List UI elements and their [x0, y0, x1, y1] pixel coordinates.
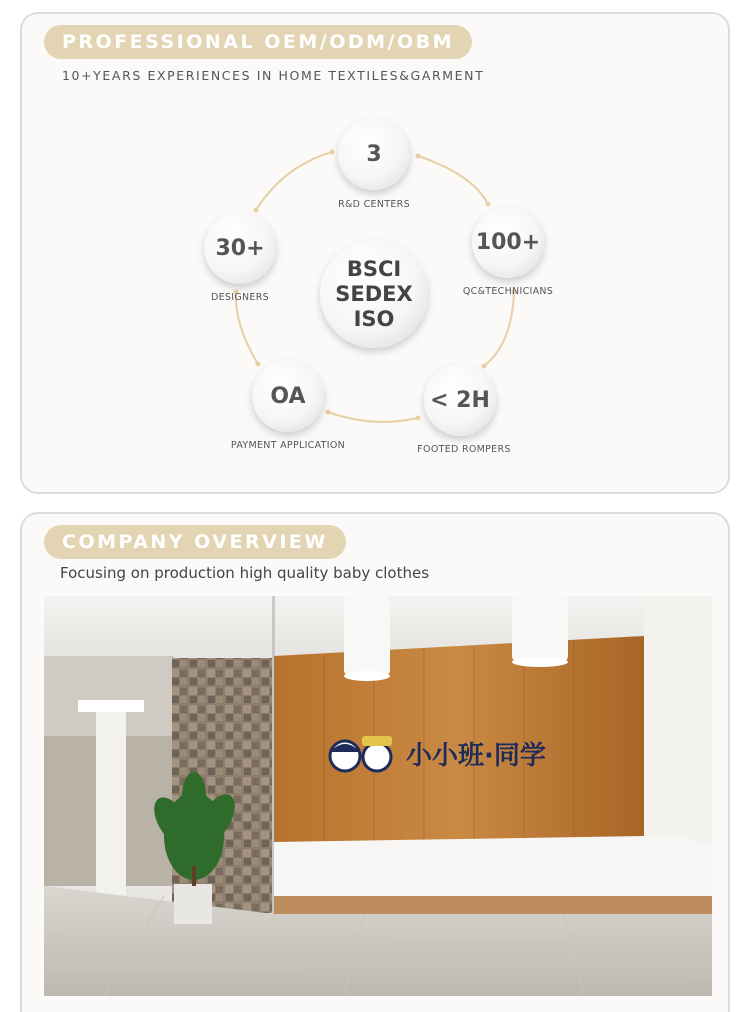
section-title-oem: PROFESSIONAL OEM/ODM/OBM [44, 25, 472, 59]
reception-sign-text: 小小班·同学 [406, 741, 546, 771]
stat-ball-qc [472, 206, 544, 278]
reception-illustration [44, 596, 712, 996]
stat-value-qc: 100+ [475, 229, 541, 255]
stat-ball-footed [424, 364, 496, 436]
section-title-overview: COMPANY OVERVIEW [44, 525, 346, 559]
cert-bsci: BSCI [346, 256, 402, 281]
capability-diagram [22, 14, 732, 496]
cert-sedex: SEDEX [335, 281, 413, 306]
stat-label-footed: FOOTED ROMPERS [417, 444, 511, 455]
stat-ball-designers [204, 212, 276, 284]
company-overview-panel [20, 512, 730, 1012]
stat-ball-oa [252, 360, 324, 432]
stat-ball-rd [338, 118, 410, 190]
cert-iso: ISO [353, 306, 395, 331]
stat-label-oa: PAYMENT APPLICATION [230, 440, 346, 451]
stat-label-designers: DESIGNERS [211, 292, 269, 303]
oem-panel [20, 12, 730, 494]
section-subtitle-overview: Focusing on production high quality baby clothes [60, 564, 430, 582]
stat-value-rd: 3 [366, 141, 382, 167]
stat-value-footed: < 2H [430, 387, 490, 413]
stat-label-qc: QC&TECHNICIANS [462, 286, 554, 297]
certification-ball [320, 240, 428, 348]
stat-value-designers: 30+ [215, 235, 265, 261]
reception-photo [44, 596, 712, 996]
stat-value-oa: OA [270, 383, 306, 409]
stat-label-rd: R&D CENTERS [338, 199, 410, 210]
section-subtitle-oem: 10+YEARS EXPERIENCES IN HOME TEXTILES&GARMENT [62, 68, 485, 83]
